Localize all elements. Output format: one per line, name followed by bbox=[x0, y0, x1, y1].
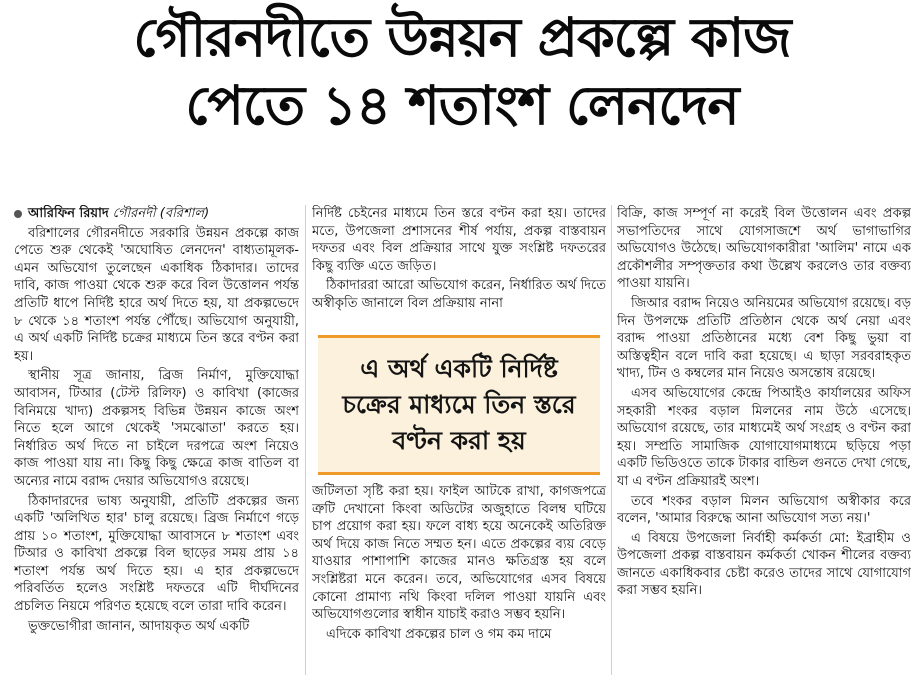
pull-quote: এ অর্থ একটি নির্দিষ্ট চক্রের মাধ্যমে তিন স্তরে বণ্টন করা হয় bbox=[318, 335, 600, 475]
paragraph: স্থানীয় সূত্র জানায়, ব্রিজ নির্মাণ, মুক্তিযোদ্ধা আবাসন, টিআর (টেস্ট রিলিফ) ও কাবিখা (কাজের বিনিময়ে খাদ্য) প্রকল্পসহ বিভিন্ন উন্নয়ন কাজে অংশ নিতে হলে আগে থেকেই 'সমঝোতা' করতে হয়। নির্ধারিত অর্থ দিতে না চাইলে দরপত্রে অংশ নিয়েও কাজ পাওয়া যায় না। কিছু কিছু ক্ষেত্রে কাজ বাতিল বা অন্যের নামে বরাদ্দ দেয়ার অভিযোগও রয়েছে। bbox=[14, 368, 299, 489]
article-column-1 bbox=[14, 205, 299, 681]
paragraph: বরিশালের গৌরনদীতে সরকারি উন্নয়ন প্রকল্পে কাজ পেতে শুরু থেকেই 'অঘোষিত লেনদেন' বাধ্যতামূলক- এমন অভিযোগ তুলেছেন একাধিক ঠিকাদার। তাদের দাবি, কাজ পাওয়া থেকে শুরু করে বিল উত্তোলন পর্যন্ত প্রতিটি ধাপে নির্দিষ্ট হারে অর্থ দিতে হয়, যা প্রকল্পভেদে ৮ থেকে ১৪ শতাংশ পর্যন্ত পৌঁছে। অভিযোগ অনুযায়ী, এ অর্থ একটি নির্দিষ্ট চক্রের মাধ্যমে তিন স্তরে বণ্টন করা হয়। bbox=[14, 225, 299, 364]
column-2-bottom bbox=[312, 483, 606, 643]
byline-place: গৌরনদী (বরিশাল) bbox=[112, 206, 210, 221]
paragraph: এদিকে কাবিখা প্রকল্পের চাল ও গম কম দামে bbox=[326, 626, 552, 642]
paragraph: ঠিকাদারদের ভাষ্য অনুযায়ী, প্রতিটি প্রকল্পের জন্য একটি 'অলিখিত হার' চালু রয়েছে। ব্রিজ নির্মাণে গড়ে প্রায় ১০ শতাংশ, মুক্তিযোদ্ধা আবাসনে ৮ শতাংশ এবং টিআর ও কাবিখা প্রকল্পে বিল ছাড়ের সময় প্রায় ১৪ শতাংশ পর্যন্ত অর্থ দিতে হয়। এ হার প্রকল্পভেদে পরিবর্তিত হলেও সংশ্লিষ্ট দফতরে এটি দীর্ঘদিনের প্রচলিত নিয়মে পরিণত হয়েছে বলে তারা দাবি করেন। bbox=[14, 493, 299, 615]
paragraph: জিআর বরাদ্দ নিয়েও অনিয়মের অভিযোগ রয়েছে। বড় দিন উপলক্ষে প্রতিটি প্রতিষ্ঠান থেকে অর্থ নেয়া এবং বরাদ্দ পাওয়া প্রতিষ্ঠানের মধ্যে বেশ কিছু ভুয়া বা অস্তিত্বহীন বলে দাবি করা হয়েছে। এ ছাড়া সরবরাহকৃত খাদ্য, টিন ও কম্বলের মান নিয়েও অসন্তোষ রয়েছে। bbox=[617, 295, 911, 382]
paragraph: এ বিষয়ে উপজেলা নির্বাহী কর্মকর্তা মো: ইব্রাহীম ও উপজেলা প্রকল্প বাস্তবায়ন কর্মকর্তা খোকন শীলের বক্তব্য জানতে একাধিকবার চেষ্টা করেও তাদের সাথে যোগাযোগ করা সম্ভব হয়নি। bbox=[617, 530, 911, 599]
paragraph: ঠিকাদাররা আরো অভিযোগ করেন, নির্ধারিত অর্থ দিতে অস্বীকৃতি জানালে বিল প্রক্রিয়ায় নানা bbox=[312, 278, 606, 311]
paragraph: বিক্রি, কাজ সম্পূর্ণ না করেই বিল উত্তোলন এবং প্রকল্প সভাপতিদের সাথে যোগসাজশে অর্থ ভাগাভাগির অভিযোগও উঠেছে। অভিযোগকারীরা 'আলিম' নামে এক প্রকৌশলীর সম্পৃক্ততার কথা উল্লেখ করলেও তার বক্তব্য পাওয়া যায়নি। bbox=[617, 206, 911, 292]
bullet-icon bbox=[14, 210, 22, 218]
column-divider-2 bbox=[611, 205, 612, 675]
article-column-3 bbox=[617, 205, 911, 681]
byline bbox=[14, 205, 299, 223]
column-2-top bbox=[312, 205, 606, 333]
paragraph: জটিলতা সৃষ্টি করা হয়। ফাইল আটকে রাখা, কাগজপত্রে ত্রুটি দেখানো কিংবা অডিটের অজুহাতে বিলম্ব ঘটিয়ে চাপ প্রয়োগ করা হয়। ফলে বাধ্য হয়ে অনেকেই অতিরিক্ত অর্থ দিয়ে কাজ নিতে সম্মত হন। এতে প্রকল্পের ব্যয় বেড়ে যাওয়ার পাশাপাশি কাজের মানও ক্ষতিগ্রস্ত হয় বলে সংশ্লিষ্টরা মনে করেন। তবে, অভিযোগের এসব বিষয়ে কোনো প্রামাণ্য নথি কিংবা দলিল পাওয়া যায়নি এবং অভিযোগগুলোর স্বাধীন যাচাই করাও সম্ভব হয়নি। bbox=[312, 484, 606, 623]
headline bbox=[0, 4, 924, 140]
paragraph: এসব অভিযোগের কেন্দ্রে পিআইও কার্যালয়ের অফিস সহকারী শংকর বড়াল মিলনের নাম উঠে এসেছে। অভিযোগ রয়েছে, তার মাধ্যমেই অর্থ সংগ্রহ ও বণ্টন করা হয়। সম্প্রতি সামাজিক যোগাযোগমাধ্যমে ছড়িয়ে পড়া একটি ভিডিওতে তাকে টাকার বান্ডিল গুনতে দেখা গেছে, যা এ বণ্টন প্রক্রিয়ারই অংশ। bbox=[617, 385, 911, 489]
paragraph: তবে শংকর বড়াল মিলন অভিযোগ অস্বীকার করে বলেন, 'আমার বিরুদ্ধে আনা অভিযোগ সত্য নয়।' bbox=[617, 493, 911, 527]
paragraph: ভুক্তভোগীরা জানান, আদায়কৃত অর্থ একটি bbox=[28, 618, 250, 634]
column-divider-1 bbox=[305, 205, 306, 675]
headline-line-1: গৌরনদীতে উন্নয়ন প্রকল্পে কাজ bbox=[133, 6, 791, 69]
byline-author: আরিফিন রিয়াদ bbox=[28, 206, 109, 221]
paragraph: নির্দিষ্ট চেইনের মাধ্যমে তিন স্তরে বণ্টন করা হয়। তাদের মতে, উপজেলা প্রশাসনের শীর্ষ পর্যায়, প্রকল্প বাস্তবায়ন দফতর এবং বিল প্রক্রিয়ার সাথে যুক্ত সংশ্লিষ্ট দফতরের কিছু ব্যক্তি এতে জড়িত। bbox=[312, 206, 606, 274]
headline-line-2: পেতে ১৪ শতাংশ লেনদেন bbox=[185, 74, 739, 137]
